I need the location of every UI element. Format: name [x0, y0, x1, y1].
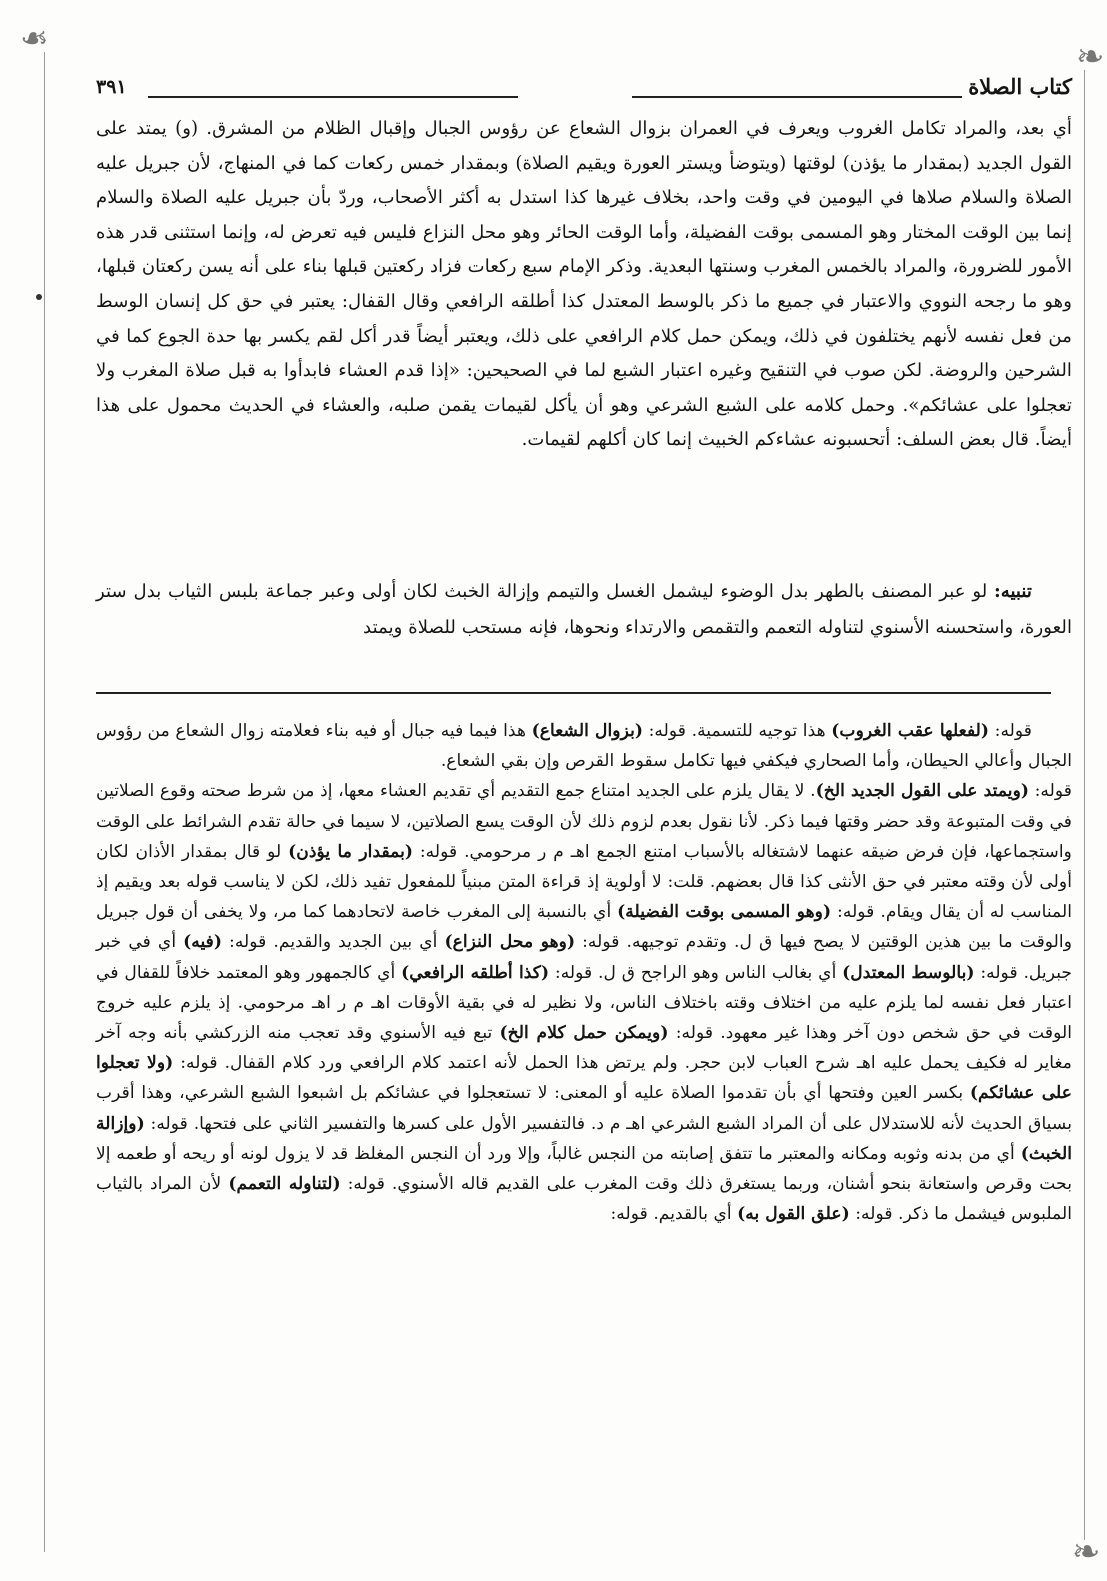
commentary-text: لو قال بمقدار الأذان لكان أولى لأن وقته معتبر في حق الأنثى كذا قال بعضهم. قلت: لا أولوية إذ قراءة المتن مبنياً للمفعول تفيد ذلك، لكن لا يناسب قوله بعد ويقيم إذ المناسب له أن يقال ويقام. قوله: [96, 841, 1072, 923]
commentary-text: قوله: [1029, 781, 1072, 802]
commentary-headword: (وهو المسمى بوقت الفضيلة) [617, 902, 832, 923]
page-number: ٣٩١ [96, 76, 127, 98]
commentary-text: أي في خبر جبريل. قوله: [96, 932, 1073, 983]
commentary-text: أي من بدنه وثوبه ومكانه والمعتبر ما تتفق إصابته من النجس غالباً، وإلا ورد أن النجس المغلظ قد لا يزول لونه أو ريحه أو طعمه إلا بحت وقرص واستعانة بنحو أشنان، وربما يستغرق ذلك وقت المغرب على القديم قاله الأسنوي. قوله: [96, 1143, 1072, 1195]
commentary-text: هذا توجيه للتسمية. قوله: [643, 721, 832, 741]
commentary-headword: (وهو محل النزاع) [444, 932, 576, 953]
commentary-headword: (بالوسط المعتدل) [842, 962, 975, 983]
margin-dot-mark [36, 294, 42, 300]
tanbih-block [96, 574, 1072, 646]
commentary-text: بكسر العين وفتحها أي بأن تقدموا الصلاة عليه أو المعنى: لا تستعجلوا في عشائكم بل اشبعوا الشبع الشرعي، وهذا أقرب بسياق الحديث لأنه للاستدلال على أن المراد الشبع الشرعي اهـ م د. فالتفسير الأول على كسرها والتفسير الثاني على فتحها. قوله: [96, 1083, 1072, 1134]
main-paragraph: أي بعد، والمراد تكامل الغروب ويعرف في العمران بزوال الشعاع عن رؤوس الجبال وإقبال الظلام من المشرق. (و) يمتد على القول الجديد (بمقدار ما يؤذن) لوقتها (ويتوضأ ويستر العورة ويقيم الصلاة) وبمقدار خمس ركعات كما في المنهاج، لأن جبريل عليه الصلاة والسلام صلاها في اليومين في وقت واحد، بخلاف غيرها كذا استدل به أكثر الأصحاب، وردّ بأن جبريل عليه الصلاة والسلام إنما بين الوقت المختار وهو المسمى بوقت الفضيلة، وأما الوقت الحائر وهو محل النزاع فليس فيه تعرض له، وإنما استثنى قدر هذه الأمور للضرورة، والمراد بالخمس المغرب وسنتها البعدية. وذكر الإمام سبع ركعات فزاد ركعتين قبلها بناء على أنه يسن ركعتان قبلها، وهو ما رجحه النووي والاعتبار في جميع ما ذكر بالوسط المعتدل كذا أطلقه الرافعي وقال القفال: يعتبر في حق كل إنسان الوسط من فعل نفسه لأنهم يختلفون في ذلك، ويمكن حمل كلام الرافعي على ذلك، ويعتبر أيضاً قدر أكل لقم يكسر بها حدة الجوع كما في الشرحين والروضة. لكن صوب في التنقيح وغيره اعتبار الشبع لما في الصحيحين: «إذا قدم العشاء فابدأوا به قبل صلاة المغرب ولا تعجلوا على عشائكم». وحمل كلامه على الشبع الشرعي وهو أن يأكل لقيمات يقمن صلبه، والعشاء في الحديث محمول على هذا أيضاً. قال بعض السلف: أتحسبونه عشاءكم الخبيث إنما كان أكلهم لقيمات. [96, 118, 1072, 451]
commentary-headword: (وإزالة الخبث) [96, 1113, 1072, 1164]
frame-scroll-ornament-top-right: ❧ [1076, 37, 1105, 77]
page-frame-right [1084, 70, 1085, 1540]
header-rule-left [148, 96, 518, 98]
commentary-headword: (ويمكن حمل كلام الخ) [499, 1023, 669, 1044]
footnote-separator [96, 692, 1051, 694]
commentary-headword: (علق القول به) [737, 1204, 850, 1225]
commentary-headword: (ويمتد على القول الجديد الخ) [815, 781, 1030, 802]
commentary-headword: (لتناوله التعمم) [228, 1174, 341, 1195]
commentary-headword: (كذا أطلقه الرافعي) [401, 962, 550, 983]
commentary-text: أي بين الجديد والقديم. قوله: [222, 932, 445, 953]
commentary-headword: (ولا تعجلوا على عشائكم) [96, 1053, 1072, 1104]
commentary-block [96, 716, 1072, 1229]
tanbih-label: تنبيه: [993, 581, 1032, 602]
commentary-text: أي بالنسبة إلى المغرب خاصة لاتحادهما كما مر، ولا يخفى أن قول جبريل والوقت ما بين هذين الوقتين لا يصح فيها ق ل. وتقدم توجيهه. قوله: [96, 902, 1072, 953]
page-frame-left [44, 52, 45, 1552]
main-text-block [96, 112, 1072, 458]
commentary-text: . لا يقال يلزم على الجديد امتناع جمع التقديم أي تقديم العشاء معها، إذ من شرط صحته وقوع الصلاتين في وقت المتبوعة وقد حضر وقتها فيما ذكر. لأنا نقول بعدم لزوم ذلك لأن الوقت يسع الصلاتين، لا سيما في حالة تقدم الشرائط على الوقت واستجماعها، فإن فرض ضيقه عنهما لاشتغاله بالأسباب امتنع الجمع اهـ م ر مرحومي. قوله: [96, 781, 1072, 862]
header-rule-right [632, 96, 962, 98]
commentary-text: أي بغالب الناس وهو الراجح ق ل. قوله: [549, 962, 843, 983]
chapter-title: كتاب الصلاة [968, 74, 1072, 99]
commentary-paragraph [96, 776, 1072, 1229]
commentary-headword: (فيه) [183, 932, 223, 953]
commentary-text: أي كالجمهور وهو المعتمد خلافاً للقفال في اعتبار فعل نفسه لما يلزم عليه من اختلاف وقته باختلاف الناس، ولا نظير له في بقية الأوقات اهـ م ر اهـ مرحومي. إذ يلزم عليه خروج الوقت في حق شخص دون آخر وهذا غير معهود. قوله: [96, 962, 1072, 1044]
commentary-text: تبع فيه الأسنوي وقد تعجب منه الزركشي بأنه وجه آخر مغاير له فكيف يحمل عليه اهـ شرح العباب لابن حجر. ولم يرتض هذا الحمل لأنه اعتمد كلام الرافعي ورد كلام القفال. قوله: [96, 1023, 1072, 1074]
tanbih-text: لو عبر المصنف بالطهر بدل الوضوء ليشمل الغسل والتيمم وإزالة الخبث لكان أولى وعبر جماعة بلبس الثياب بدل ستر العورة، واستحسنه الأسنوي لتناوله التعمم والتقمص والارتداء ونحوها، فإنه مستحب للصلاة ويمتد [96, 581, 1072, 638]
commentary-paragraph [96, 716, 1072, 776]
commentary-headword: (بمقدار ما يؤذن) [288, 841, 414, 862]
running-header [96, 68, 1072, 106]
commentary-headword: (لفعلها عقب الغروب) [831, 721, 990, 741]
commentary-text: أي بالقديم. قوله: [610, 1204, 738, 1225]
commentary-text: هذا فيما فيه جبال أو فيه بناء فعلامته زوال الشعاع من رؤوس الجبال وأعالي الحيطان، وأما الصحاري فيكفي فيها تكامل سقوط القرص وإن بقي الشعاع. [96, 721, 1072, 772]
commentary-text: قوله: [989, 721, 1032, 741]
frame-scroll-ornament-bottom-right: ❧ [1072, 1532, 1101, 1572]
tanbih-paragraph [96, 574, 1072, 646]
commentary-headword: (بزوال الشعاع) [531, 721, 644, 741]
commentary-text: لأن المراد بالثياب الملبوس فيشمل ما ذكر. قوله: [96, 1174, 1072, 1225]
frame-scroll-ornament-top-left: ❧ [20, 19, 49, 59]
